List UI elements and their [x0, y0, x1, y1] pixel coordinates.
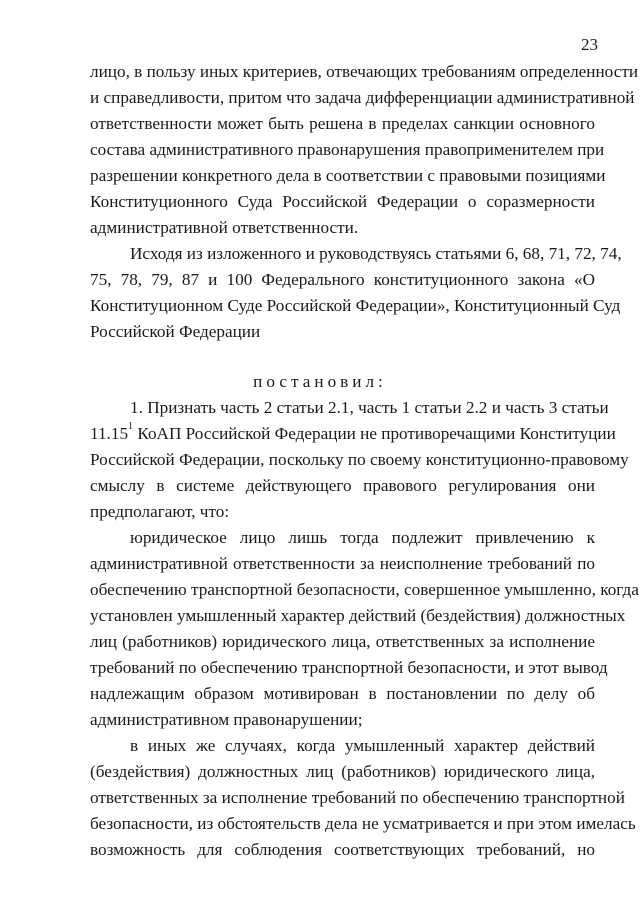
text-line: 75, 78, 79, 87 и 100 Федерального конституционного закона «О: [90, 270, 595, 289]
text-line: лиц (работников) юридического лица, ответственных за исполнение: [90, 632, 595, 651]
text-line: требований по обеспечению транспортной безопасности, и этот вывод: [90, 658, 608, 677]
text-line: Российской Федерации: [90, 322, 261, 341]
text-line: в иных же случаях, когда умышленный характер действий: [130, 736, 595, 755]
text-line: разрешении конкретного дела в соответствии с правовыми позициями: [90, 166, 606, 185]
text-line: состава административного правонарушения правоприменителем при: [90, 140, 605, 159]
text-line: (бездействия) должностных лиц (работников) юридического лица,: [90, 762, 595, 781]
text-line: надлежащим образом мотивирован в постановлении по делу об: [90, 684, 595, 703]
text-line: ответственных за исполнение требований по обеспечению транспортной: [90, 788, 625, 807]
text-line: Конституционного Суда Российской Федерации о соразмерности: [90, 192, 595, 211]
text-line: ответственности может быть решена в пределах санкции основного: [90, 114, 595, 133]
text-line: и справедливости, притом что задача дифференциации административной: [90, 88, 635, 107]
text-line: Конституционном Суде Российской Федерации», Конституционный Суд: [90, 296, 621, 315]
text-line: 1. Признать часть 2 статьи 2.1, часть 1 статьи 2.2 и часть 3 статьи: [130, 398, 609, 417]
text-line: безопасности, из обстоятельств дела не усматривается и при этом имелась: [90, 814, 636, 833]
text-line: предполагают, что:: [90, 502, 230, 521]
text-line: административном правонарушении;: [90, 710, 363, 729]
superscript: 1: [128, 421, 134, 433]
resolution-heading: постановил:: [253, 372, 387, 391]
text-line: Российской Федерации, поскольку по своему конституционно-правовому: [90, 450, 629, 469]
text-line: обеспечению транспортной безопасности, совершенное умышленно, когда: [90, 580, 639, 599]
text-line: юридическое лицо лишь тогда подлежит привлечению к: [130, 528, 595, 547]
text-line: возможность для соблюдения соответствующих требований, но: [90, 840, 595, 859]
page-number: 23: [581, 35, 598, 54]
text-line: административной ответственности за неисполнение требований по: [90, 554, 595, 573]
text-line: лицо, в пользу иных критериев, отвечающих требованиям определенности: [90, 62, 639, 81]
text-line: Исходя из изложенного и руководствуясь статьями 6, 68, 71, 72, 74,: [130, 244, 622, 263]
text-line: установлен умышленный характер действий (бездействия) должностных: [90, 606, 626, 625]
text-line: административной ответственности.: [90, 218, 359, 237]
text-line: 11.15$^1$ КоАП Российской Федерации не противоречащими Конституции: [90, 421, 616, 443]
text-line: смыслу в системе действующего правового регулирования они: [90, 476, 595, 495]
